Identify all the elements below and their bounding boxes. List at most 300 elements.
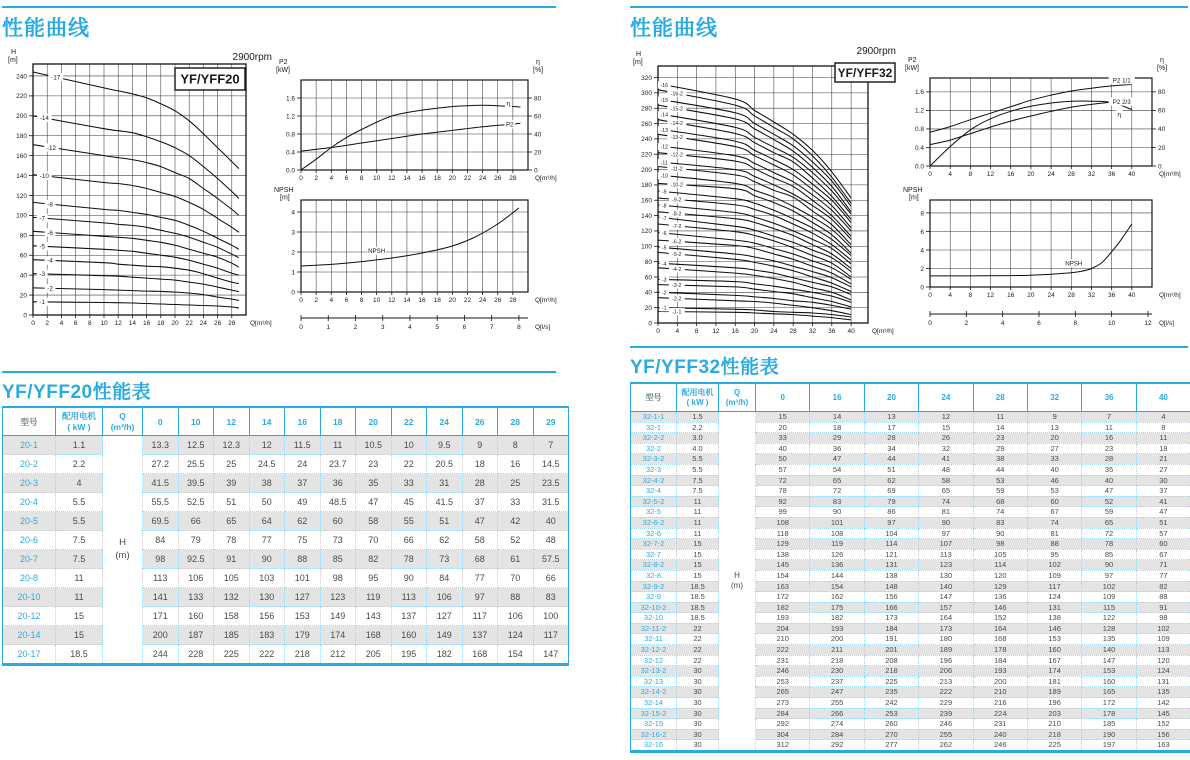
head-value-cell: 130 [919,570,973,581]
head-value-cell: 50 [249,493,285,512]
svg-text:H: H [11,49,17,56]
head-value-cell: 129 [756,539,810,550]
svg-text:NPSH: NPSH [903,187,923,194]
head-value-cell: 153 [285,607,321,626]
motor-kw-cell: 1.1 [56,436,103,455]
model-cell: 32-12 [631,655,677,666]
svg-text:0: 0 [31,320,35,327]
head-value-cell: 69 [864,486,918,497]
head-value-cell: 145 [756,560,810,571]
head-value-cell: 52 [1082,496,1136,507]
head-value-cell: 200 [143,626,179,645]
model-cell: 32-13-2 [631,666,677,677]
model-cell: 32-15-2 [631,708,677,719]
head-value-cell: 129 [973,581,1027,592]
model-cell: 20-6 [3,531,56,550]
head-value-cell: 102 [1136,623,1190,634]
head-value-cell: 57.5 [533,550,569,569]
head-value-cell: 60 [1027,496,1081,507]
head-value-cell: 203 [1027,708,1081,719]
head-value-cell: 127 [285,588,321,607]
head-value-cell: 182 [756,602,810,613]
head-value-cell: 11 [973,412,1027,423]
head-value-cell: 67 [1136,549,1190,560]
svg-text:12: 12 [712,328,720,335]
head-value-cell: 48 [533,531,569,550]
head-value-cell: 244 [143,645,179,665]
head-value-cell: 119 [810,539,864,550]
flow-rate-header: 26 [462,407,498,436]
svg-text:40: 40 [1158,126,1166,134]
model-cell: 20-7 [3,550,56,569]
table-row [3,569,569,588]
flow-rate-header: 29 [533,407,569,436]
head-value-cell: 52.5 [178,493,214,512]
head-value-cell: 213 [919,676,973,687]
svg-text:-6-2: -6-2 [672,239,682,246]
svg-text:20: 20 [534,149,542,157]
svg-text:-10: -10 [660,173,669,180]
model-cell: 32-3-2 [631,454,677,465]
head-value-cell: 78 [391,550,427,569]
svg-text:5: 5 [435,324,440,331]
head-value-cell: 13 [864,412,918,423]
svg-text:18: 18 [433,175,441,182]
head-value-cell: 163 [756,581,810,592]
head-value-cell: 168 [973,634,1027,645]
svg-text:140: 140 [641,212,652,220]
head-value-cell: 168 [462,645,498,665]
table-row [631,634,1190,645]
svg-text:0: 0 [648,320,652,328]
svg-text:28: 28 [1067,292,1075,299]
head-value-cell: 109 [1027,570,1081,581]
head-value-cell: 171 [143,607,179,626]
flow-column-header: Q (m³/h) [103,407,143,436]
head-value-cell: 29 [973,443,1027,454]
svg-text:[m]: [m] [8,57,18,64]
svg-text:12: 12 [986,292,995,299]
motor-kw-cell: 22 [677,623,719,634]
svg-text:160: 160 [16,152,27,160]
svg-text:8: 8 [87,320,92,327]
head-value-cell: 162 [810,592,864,603]
head-value-cell: 120 [973,570,1027,581]
head-value-cell: 208 [864,655,918,666]
head-value-cell: 51 [1136,517,1190,528]
head-value-cell: 136 [973,592,1027,603]
npsh-chart-yf32 [902,184,1190,344]
head-value-cell: 16 [498,455,534,474]
motor-kw-cell: 15 [677,570,719,581]
head-value-cell: 60 [1136,539,1190,550]
head-value-cell: 108 [756,517,810,528]
head-value-cell: 38 [249,474,285,493]
head-value-cell: 18 [810,422,864,433]
head-value-cell: 179 [285,626,321,645]
motor-kw-cell: 5.5 [677,464,719,475]
head-value-cell: 104 [864,528,918,539]
head-value-cell: 102 [1027,560,1081,571]
head-value-cell: 115 [1082,602,1136,613]
svg-text:28: 28 [228,320,236,327]
svg-text:8: 8 [359,297,364,304]
head-value-cell: 266 [810,708,864,719]
motor-kw-cell: 2.2 [677,422,719,433]
head-value-cell: 137 [462,626,498,645]
model-cell: 32-1-1 [631,412,677,423]
motor-kw-cell: 4 [56,474,103,493]
head-value-cell: 108 [810,528,864,539]
svg-text:80: 80 [534,95,542,103]
svg-text:28: 28 [509,297,517,304]
head-value-cell: 79 [864,496,918,507]
head-value-cell: 40 [1082,475,1136,486]
head-value-cell: 270 [864,729,918,740]
head-value-cell: 99 [756,507,810,518]
head-value-cell: 247 [810,687,864,698]
svg-text:3: 3 [380,324,385,331]
model-cell: 32-8 [631,570,677,581]
head-value-cell: 185 [1082,719,1136,730]
head-value-cell: 189 [1027,687,1081,698]
motor-kw-cell: 3.0 [677,433,719,444]
svg-text:-11-2: -11-2 [670,166,683,173]
table-row [3,607,569,626]
model-cell: 32-2-2 [631,433,677,444]
table-row [631,581,1190,592]
svg-text:18: 18 [157,320,165,327]
head-value-cell: 225 [864,676,918,687]
svg-text:0: 0 [656,328,660,335]
head-value-cell: 41 [919,454,973,465]
svg-text:0: 0 [299,175,303,182]
head-value-cell: 231 [973,719,1027,730]
svg-text:16: 16 [1007,171,1015,178]
head-value-cell: 51 [427,512,463,531]
svg-text:-13: -13 [660,127,669,134]
head-value-cell: 39 [214,474,250,493]
head-value-cell: 16 [1082,433,1136,444]
head-value-cell: 205 [356,645,392,665]
head-value-cell: 53 [973,475,1027,486]
svg-text:Q[m³/h]: Q[m³/h] [872,328,894,335]
svg-text:2: 2 [920,265,924,273]
head-value-cell: 69.5 [143,512,179,531]
svg-text:-7: -7 [661,215,667,222]
head-value-cell: 246 [973,740,1027,752]
head-value-cell: 31.5 [533,493,569,512]
head-value-cell: 79 [178,531,214,550]
svg-text:2900rpm: 2900rpm [232,52,272,63]
svg-text:6: 6 [1037,320,1041,327]
p2-eta-chart-yf20 [272,48,578,184]
head-value-cell: 212 [320,645,356,665]
svg-text:160: 160 [641,197,652,205]
head-value-cell: 178 [973,645,1027,656]
head-value-cell: 62 [285,512,321,531]
motor-kw-cell: 30 [677,687,719,698]
svg-text:100: 100 [641,243,652,251]
section-divider [630,346,1188,348]
model-cell: 20-17 [3,645,56,665]
head-value-cell: 187 [178,626,214,645]
svg-text:80: 80 [644,258,652,266]
svg-text:24: 24 [1047,292,1055,299]
table-title-yf20: YF/YFF20性能表 [2,382,152,403]
head-value-cell: 132 [214,588,250,607]
svg-text:Q[l/s]: Q[l/s] [535,324,551,331]
head-value-cell: 26 [919,433,973,444]
table-row [3,493,569,512]
table-row [631,645,1190,656]
head-value-cell: 126 [810,549,864,560]
svg-text:220: 220 [641,151,652,159]
head-value-cell: 109 [1082,592,1136,603]
head-value-cell: 55.5 [143,493,179,512]
table-row [3,512,569,531]
svg-text:0: 0 [534,167,538,175]
head-value-cell: 4 [1136,412,1190,423]
head-value-cell: 28 [864,433,918,444]
motor-kw-cell: 5.5 [56,493,103,512]
svg-text:20: 20 [1027,171,1035,178]
head-value-cell: 8 [1136,422,1190,433]
head-value-cell: 190 [1082,729,1136,740]
svg-text:100: 100 [16,212,27,220]
head-value-cell: 58 [356,512,392,531]
head-value-cell: 47 [1082,486,1136,497]
model-cell: 32-10-2 [631,602,677,613]
model-cell: 32-11 [631,634,677,645]
head-value-cell: 12.3 [214,436,250,455]
head-value-cell: 81 [919,507,973,518]
head-value-cell: 196 [1027,698,1081,709]
svg-text:6: 6 [344,175,349,182]
table-row [631,698,1190,709]
head-value-cell: 158 [214,607,250,626]
head-value-cell: 117 [533,626,569,645]
head-value-cell: 61 [498,550,534,569]
table-row [631,496,1190,507]
head-value-cell: 27.2 [143,455,179,474]
head-value-cell: 7 [533,436,569,455]
svg-text:4: 4 [408,324,412,331]
model-cell: 32-14-2 [631,687,677,698]
head-value-cell: 128 [1082,623,1136,634]
head-value-cell: 38 [973,454,1027,465]
head-value-cell: 14 [810,412,864,423]
head-value-cell: 85 [1082,549,1136,560]
head-value-cell: 10.5 [356,436,392,455]
svg-text:-16-2: -16-2 [670,91,683,98]
head-value-cell: 40 [533,512,569,531]
head-value-cell: 40 [1027,464,1081,475]
svg-text:300: 300 [641,90,652,98]
head-value-cell: 23 [356,455,392,474]
head-value-cell: 14.5 [533,455,569,474]
table-row [631,655,1190,666]
svg-text:-9: -9 [661,189,667,196]
head-value-cell: 98 [320,569,356,588]
flow-rate-header: 28 [498,407,534,436]
head-value-cell: 118 [756,528,810,539]
table-row [3,645,569,665]
head-value-cell: 64 [249,512,285,531]
head-value-cell: 216 [973,698,1027,709]
head-value-cell: 107 [919,539,973,550]
svg-text:Q[m³/h]: Q[m³/h] [1159,171,1181,178]
head-value-cell: 11 [320,436,356,455]
head-value-cell: 130 [249,588,285,607]
flow-rate-header: 12 [214,407,250,436]
svg-text:Q[m³/h]: Q[m³/h] [1159,292,1181,299]
head-value-cell: 147 [533,645,569,665]
head-value-cell: 77 [249,531,285,550]
svg-text:22: 22 [463,175,472,182]
svg-text:3: 3 [291,229,295,237]
svg-text:7: 7 [489,324,494,331]
head-value-cell: 124 [1136,666,1190,677]
svg-text:80: 80 [1158,89,1166,97]
svg-text:4: 4 [675,328,680,335]
p2-eta-chart-yf32 [902,44,1190,184]
flow-rate-header: 16 [285,407,321,436]
head-value-cell: 119 [356,588,392,607]
table-header-row [631,383,1190,412]
svg-text:16: 16 [418,297,426,304]
svg-text:P2 1/1: P2 1/1 [1112,77,1131,85]
svg-text:Q[l/s]: Q[l/s] [1159,320,1175,327]
svg-text:120: 120 [641,228,652,236]
head-value-cell: 65 [810,475,864,486]
head-value-cell: 88 [498,588,534,607]
table-row [631,517,1190,528]
table-row [631,433,1190,444]
svg-text:-12: -12 [660,144,669,151]
svg-text:-5-2: -5-2 [672,251,682,258]
motor-kw-cell: 5.5 [677,454,719,465]
head-value-cell: 136 [810,560,864,571]
head-value-cell: 164 [919,613,973,624]
head-value-cell: 231 [756,655,810,666]
head-value-cell: 74 [919,496,973,507]
svg-text:P2: P2 [279,59,288,66]
svg-text:60: 60 [534,113,542,121]
svg-text:40: 40 [644,289,652,297]
svg-text:[m]: [m] [633,59,643,66]
head-value-cell: 123 [320,588,356,607]
svg-text:20: 20 [448,175,456,182]
head-value-cell: 193 [973,666,1027,677]
head-value-cell: 147 [919,592,973,603]
model-column-header: 型号 [3,407,56,436]
head-value-cell: 109 [1136,634,1190,645]
svg-text:240: 240 [16,73,27,81]
svg-text:[m]: [m] [909,194,919,202]
head-value-cell: 65 [919,486,973,497]
svg-text:24: 24 [478,175,487,182]
svg-text:0.8: 0.8 [914,126,924,134]
svg-text:24: 24 [478,297,487,304]
head-value-cell: 138 [864,570,918,581]
head-value-cell: 163 [1136,740,1190,752]
svg-text:28: 28 [789,328,797,335]
head-value-cell: 98 [1136,613,1190,624]
head-value-cell: 260 [864,719,918,730]
motor-kw-cell: 18.5 [677,592,719,603]
head-value-cell: 13.3 [143,436,179,455]
head-value-cell: 9.5 [427,436,463,455]
flow-rate-header: 24 [427,407,463,436]
head-value-cell: 91 [1136,602,1190,613]
head-value-cell: 106 [178,569,214,588]
motor-kw-cell: 30 [677,676,719,687]
svg-text:-17: -17 [51,74,61,82]
head-value-cell: 33 [1027,454,1081,465]
head-value-cell: 312 [756,740,810,752]
svg-text:-10-2: -10-2 [670,182,683,189]
motor-kw-cell: 7.5 [677,486,719,497]
head-value-cell: 183 [249,626,285,645]
head-value-cell: 82 [1136,581,1190,592]
performance-table-yf32 [630,382,1190,753]
head-value-cell: 42 [498,512,534,531]
head-value-cell: 193 [810,623,864,634]
table-row [631,602,1190,613]
model-cell: 32-10 [631,613,677,624]
svg-text:36: 36 [828,328,836,335]
head-value-cell: 95 [356,569,392,588]
head-value-cell: 265 [756,687,810,698]
svg-text:η: η [1160,57,1164,64]
motor-kw-cell: 15 [677,539,719,550]
table-row [631,549,1190,560]
head-value-cell: 78 [1082,539,1136,550]
head-value-cell: 36 [320,474,356,493]
svg-text:8: 8 [1073,320,1078,327]
svg-text:-11: -11 [660,160,668,167]
head-value-cell: 140 [919,581,973,592]
svg-text:NPSH: NPSH [274,187,294,194]
head-value-cell: 24.5 [249,455,285,474]
svg-text:10: 10 [1108,320,1116,327]
flow-rate-header: 16 [810,383,864,412]
head-value-cell: 210 [973,687,1027,698]
head-value-cell: 48 [919,464,973,475]
svg-text:[kW]: [kW] [905,65,919,72]
table-row [631,528,1190,539]
head-value-cell: 23.7 [320,455,356,474]
flow-rate-header: 20 [864,383,918,412]
head-value-cell: 156 [249,607,285,626]
svg-text:0: 0 [299,297,303,304]
head-value-cell: 113 [1136,645,1190,656]
head-value-cell: 54 [810,464,864,475]
head-value-cell: 58 [462,531,498,550]
head-value-cell: 59 [973,486,1027,497]
head-value-cell: 113 [143,569,179,588]
head-value-cell: 224 [973,708,1027,719]
svg-text:NPSH: NPSH [368,248,386,256]
svg-text:60: 60 [644,274,652,282]
model-cell: 20-12 [3,607,56,626]
svg-text:14: 14 [403,297,411,304]
head-value-cell: 273 [756,698,810,709]
svg-text:-1: -1 [661,305,667,312]
head-value-cell: 90 [249,550,285,569]
svg-text:8: 8 [359,175,364,182]
